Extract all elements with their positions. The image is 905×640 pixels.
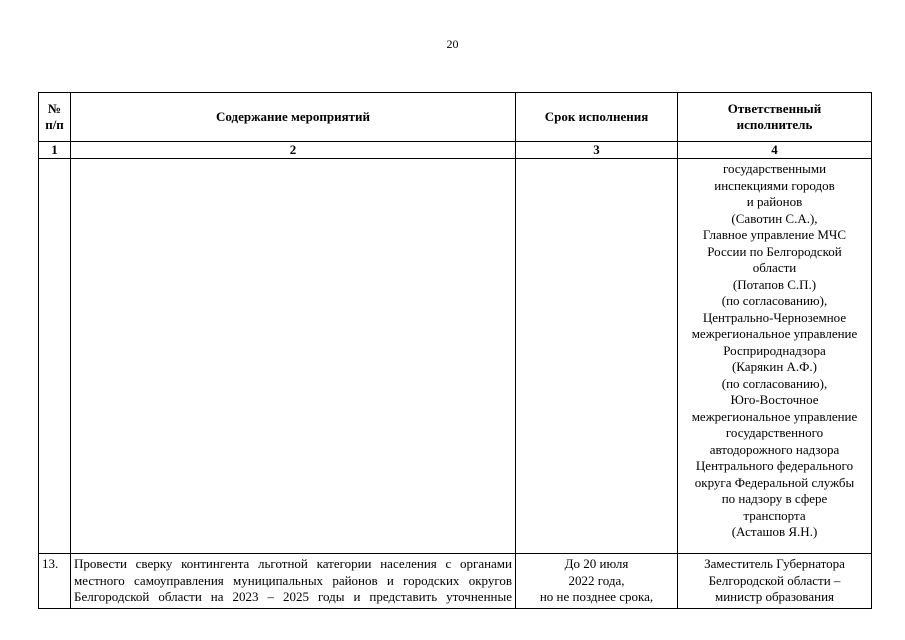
deadline-line: 2022 года, <box>568 572 625 588</box>
row-number: 13. <box>39 554 71 609</box>
header-content: Содержание мероприятий <box>71 93 516 142</box>
responsible-line: министр образования <box>714 589 835 604</box>
responsible-line: Белгородской области – <box>708 572 841 588</box>
responsible-line: инспекциями городов <box>714 177 835 193</box>
measure-content-line: Провести сверку контингента льготной категории населения с органами <box>74 556 512 571</box>
deadline-line: но не позднее срока, <box>539 589 654 604</box>
responsible-line: (по согласованию), <box>721 293 828 308</box>
responsible-line: (Асташов Я.Н.) <box>731 524 818 539</box>
responsible-cell <box>678 159 872 554</box>
responsible-line: межрегиональное управление <box>691 326 858 341</box>
deadline-line: До 20 июля <box>564 556 629 571</box>
responsible-line: государственными <box>722 161 827 176</box>
responsible-line: по надзору в сфере <box>721 491 828 506</box>
empty-cell <box>39 159 71 554</box>
responsible-line: области <box>752 260 797 275</box>
header-number-line: п/п <box>45 117 64 132</box>
responsible-line: транспорта <box>743 507 806 523</box>
responsible-line: Центрального федерального <box>695 458 854 473</box>
table-row <box>39 554 872 609</box>
responsible-line: (по согласованию), <box>721 375 828 391</box>
empty-cell <box>516 159 678 554</box>
responsible-line: округа Федеральной службы <box>694 474 855 490</box>
measure-content-line: местного самоуправления муниципальных районов и городских округов <box>74 572 512 588</box>
column-numbers-row <box>39 142 872 159</box>
responsible-line: автодорожного надзора <box>709 441 840 457</box>
table-row <box>39 159 872 554</box>
responsible-line: Центрально-Черноземное <box>702 309 847 325</box>
responsible-line: (Потапов С.П.) <box>732 276 817 292</box>
responsible-line: России по Белгородской <box>707 243 842 259</box>
header-deadline: Срок исполнения <box>516 93 678 142</box>
header-responsible-line: исполнитель <box>736 117 813 132</box>
responsible-line: и районов <box>746 194 803 209</box>
action-plan-table <box>38 92 872 609</box>
page-number: 20 <box>446 37 459 51</box>
column-number: 3 <box>516 142 678 159</box>
table-header-row <box>39 93 872 142</box>
header-number-line: № <box>47 101 62 116</box>
header-responsible <box>678 93 872 142</box>
responsible-line: (Карякин А.Ф.) <box>731 359 818 374</box>
responsible-line: Росприроднадзора <box>723 342 826 358</box>
responsible-cell <box>678 554 872 609</box>
column-number: 2 <box>71 142 516 159</box>
header-responsible-line: Ответственный <box>727 101 822 116</box>
deadline-cell <box>516 554 678 609</box>
responsible-line: Заместитель Губернатора <box>704 556 845 571</box>
responsible-line: межрегиональное управление <box>691 408 858 424</box>
responsible-line: Главное управление МЧС <box>702 227 847 242</box>
empty-cell <box>71 159 516 554</box>
measure-content-cell <box>71 554 516 609</box>
column-number: 1 <box>39 142 71 159</box>
responsible-line: Юго-Восточное <box>730 392 819 407</box>
responsible-line: (Савотин С.А.), <box>731 210 818 226</box>
header-number <box>39 93 71 142</box>
responsible-line: государственного <box>725 425 824 440</box>
measure-content-line: Белгородской области на 2023 – 2025 годы и представить уточненные <box>74 589 512 604</box>
column-number: 4 <box>678 142 872 159</box>
